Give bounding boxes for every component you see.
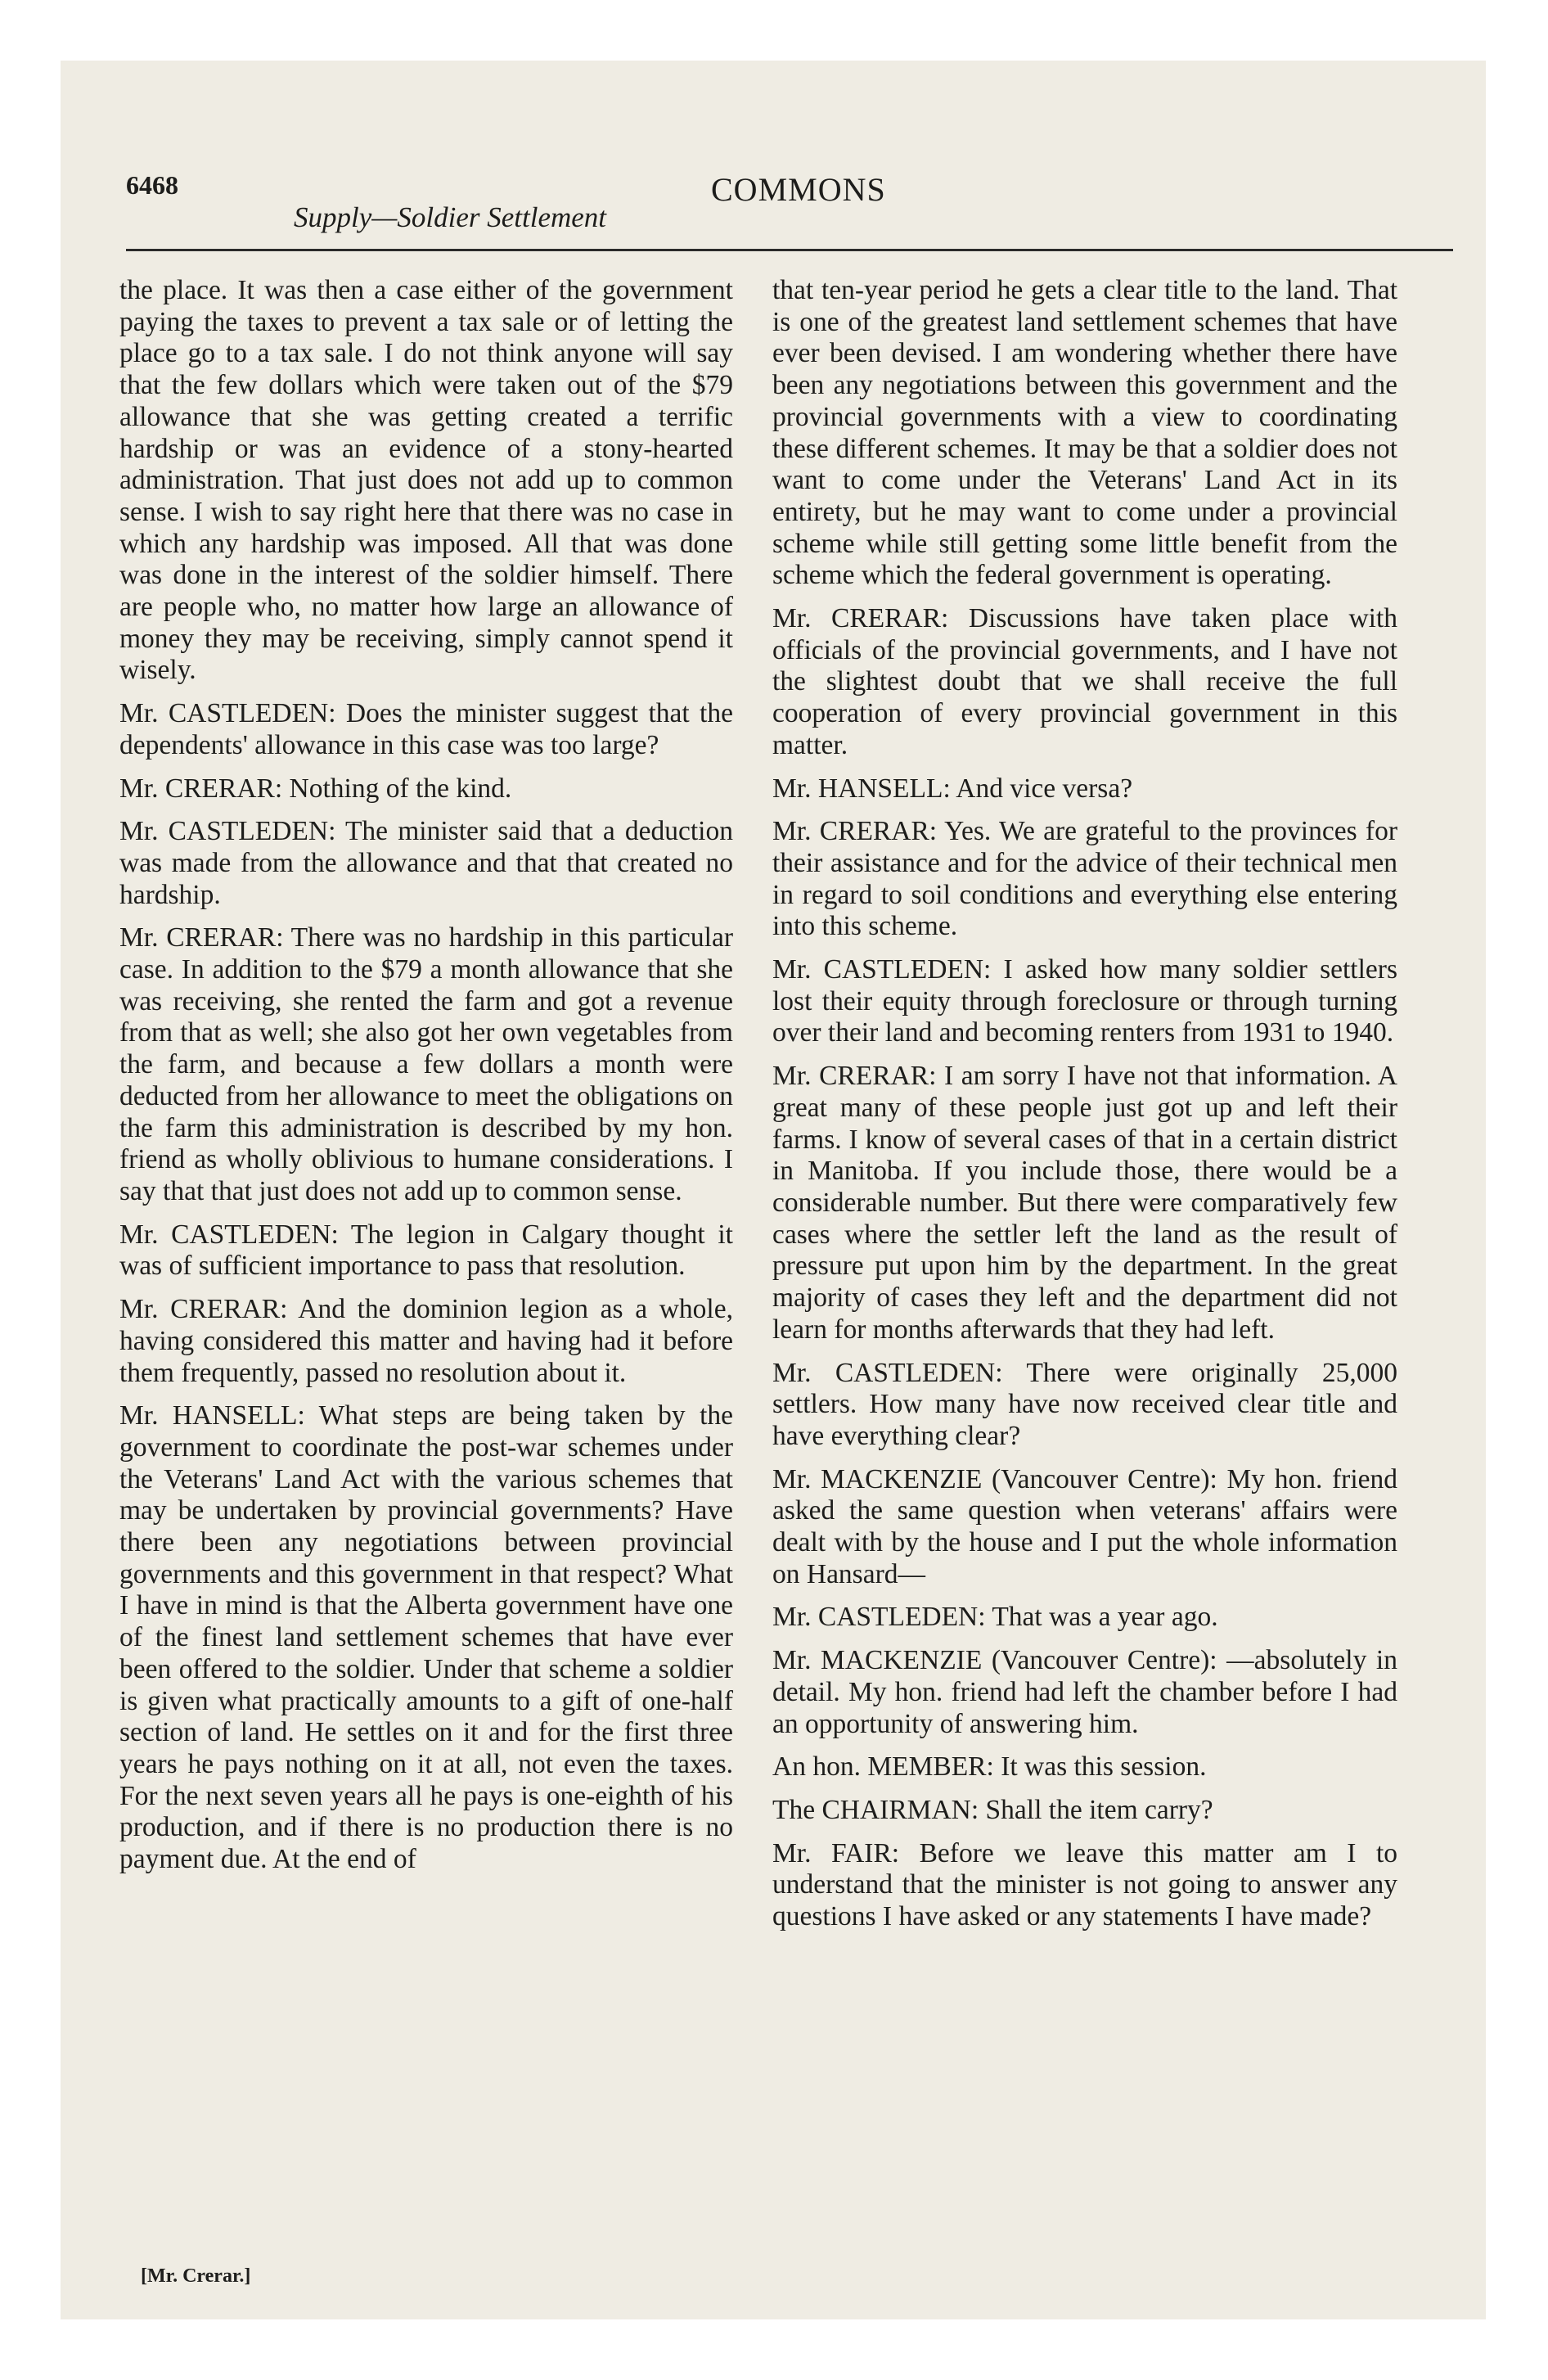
page-number: 6468 [126,170,178,200]
running-title: Supply—Soldier Settlement [294,201,607,233]
paragraph: Mr. CASTLEDEN: That was a year ago. [772,1602,1218,1633]
header-rule [126,249,1453,251]
speaker-footnote: [Mr. Crerar.] [141,2265,251,2287]
left-column [119,275,733,1887]
right-column [772,275,1397,1945]
paragraph: Mr. CRERAR: I am sorry I have not that information. A great many of these people just got up and left their farms. I know of several cases of that in a certain district in Manitoba. If you include those, there would be a considerable number. But there were comparatively few cases where the settler left the land as the result of pressure put upon him by the department. In the great majority of cases they left and the department did not learn for months afterwards that they had left. [772,1061,1397,1345]
paragraph: Mr. CASTLEDEN: There were originally 25,000 settlers. How many have now received clear title and have everything clear? [772,1357,1397,1451]
paragraph: Mr. CRERAR: Nothing of the kind. [119,773,512,804]
paragraph: Mr. CRERAR: There was no hardship in this particular case. In addition to the $79 a month allowance that she was receiving, she rented the farm and got a revenue from that as well; she also got her own vegetables from the farm, and because a few dollars a month were deducted from her allowance to meet the obligations on the farm this administration is described by my hon. friend as wholly oblivious to humane considerations. I say that that just does not add up to common sense. [119,922,733,1206]
paragraph: Mr. CRERAR: Yes. We are grateful to the provinces for their assistance and for the advice of their technical men in regard to soil conditions and everything else entering into this scheme. [772,816,1397,942]
paragraph: Mr. CASTLEDEN: Does the minister suggest that the dependents' allowance in this case was too large? [119,698,733,760]
paragraph: that ten-year period he gets a clear title to the land. That is one of the greatest land settlement schemes that have ever been devised. I am wondering whether there have been any negotiations between this government and the provincial governments with a view to coordinating these different schemes. It may be that a soldier does not want to come under the Veterans' Land Act in its entirety, but he may want to come under a provincial scheme while still getting some little benefit from the scheme which the federal government is operating. [772,275,1397,591]
chamber-title: COMMONS [711,171,886,208]
paragraph: Mr. HANSELL: What steps are being taken by the government to coordinate the post-war schemes under the Veterans' Land Act with the various schemes that may be undertaken by provincial governments? Have there been any negotiations between provincial governments and this government in that respect? What I have in mind is that the Alberta government have one of the finest land settlement schemes that have ever been offered to the soldier. Under that scheme a soldier is given what practically amounts to a gift of one-half section of land. He settles on it and for the first three years he pays nothing on it at all, not even the taxes. For the next seven years all he pays is one-eighth of his production, and if there is no production there is no payment due. At the end of [119,1400,733,1875]
paragraph: Mr. FAIR: Before we leave this matter am I to understand that the minister is not going to answer any questions I have asked or any statements I have made? [772,1837,1397,1932]
paragraph: The CHAIRMAN: Shall the item carry? [772,1794,1213,1825]
paragraph: An hon. MEMBER: It was this session. [772,1751,1207,1783]
paragraph: Mr. MACKENZIE (Vancouver Centre): My hon. friend asked the same question when veterans' affairs were dealt with by the house and I put the whole information on Hansard— [772,1463,1397,1589]
paragraph: the place. It was then a case either of the government paying the taxes to prevent a tax sale or of letting the place go to a tax sale. I do not think anyone will say that the few dollars which were taken out of the $79 allowance that she was getting created a terrific hardship or was an evidence of a stony-hearted administration. That just does not add up to common sense. I wish to say right here that there was no case in which any hardship was imposed. All that was done was done in the interest of the soldier himself. There are people who, no matter how large an allowance of money they may be receiving, simply cannot spend it wisely. [119,275,733,686]
paragraph: Mr. CASTLEDEN: The minister said that a deduction was made from the allowance and that that created no hardship. [119,816,733,910]
scanned-page [61,61,1486,2319]
paragraph: Mr. CASTLEDEN: The legion in Calgary thought it was of sufficient importance to pass that resolution. [119,1219,733,1282]
paragraph: Mr. HANSELL: And vice versa? [772,773,1133,804]
page-header [93,61,1451,257]
paragraph: Mr. CRERAR: And the dominion legion as a whole, having considered this matter and having had it before them frequently, passed no resolution about it. [119,1294,733,1388]
paragraph: Mr. CRERAR: Discussions have taken place with officials of the provincial governments, and I have not the slightest doubt that we shall receive the full cooperation of every provincial government in this matter. [772,603,1397,760]
paragraph: Mr. CASTLEDEN: I asked how many soldier settlers lost their equity through foreclosure or through turning over their land and becoming renters from 1931 to 1940. [772,954,1397,1048]
paragraph: Mr. MACKENZIE (Vancouver Centre): —absolutely in detail. My hon. friend had left the chamber before I had an opportunity of answering him. [772,1645,1397,1739]
